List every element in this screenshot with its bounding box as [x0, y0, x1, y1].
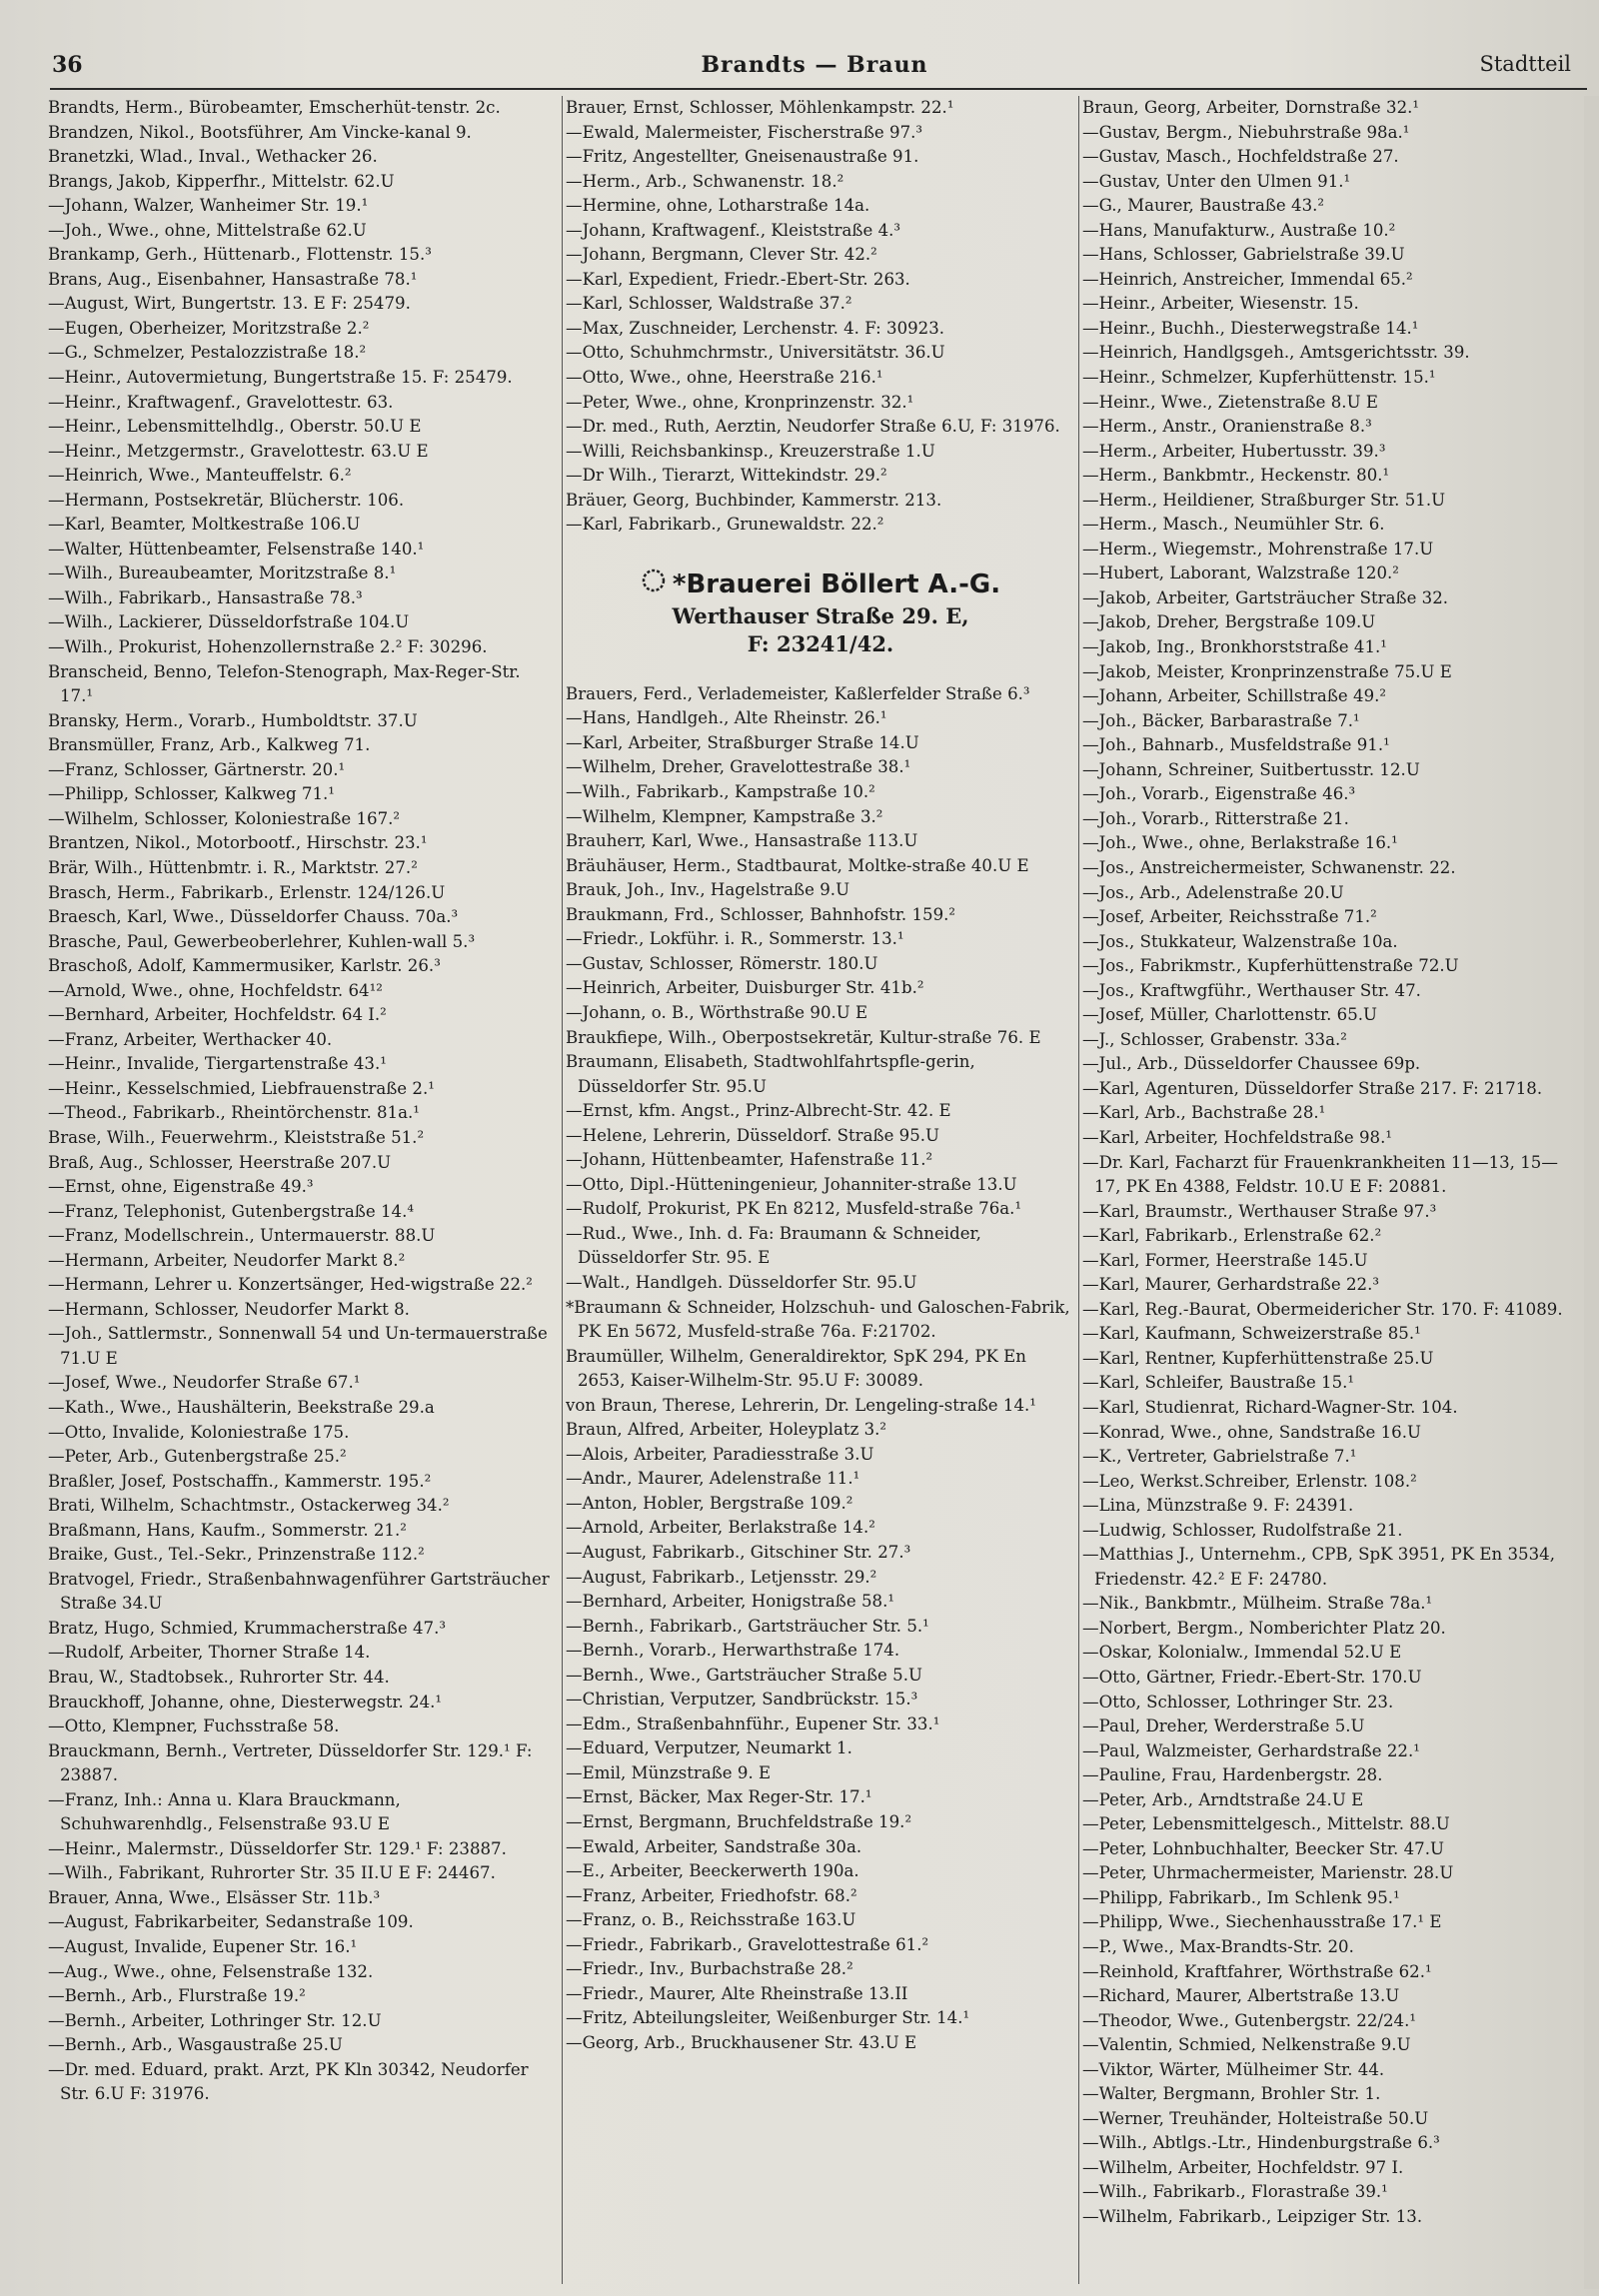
directory-entry: Bräuer, Georg, Buchbinder, Kammerstr. 213.	[566, 490, 942, 510]
column-divider	[1078, 96, 1079, 2284]
directory-entry: —Johann, Schreiner, Suitbertusstr. 12.U	[1082, 759, 1420, 779]
directory-entry: —Peter, Uhrmachermeister, Marienstr. 28.U	[1082, 1863, 1454, 1883]
directory-entry: —Eugen, Oberheizer, Moritzstraße 2.²	[48, 318, 370, 338]
directory-entry: —Johann, o. B., Wörthstraße 90.U E	[566, 1002, 868, 1022]
directory-entry: —Hermann, Schlosser, Neudorfer Markt 8.	[48, 1299, 410, 1319]
directory-entry: Branetzki, Wlad., Inval., Wethacker 26.	[48, 147, 378, 167]
directory-entry: —Peter, Wwe., ohne, Kronprinzenstr. 32.¹	[566, 392, 914, 412]
directory-entry: —Jos., Kraftwgführ., Werthauser Str. 47.	[1082, 980, 1421, 1000]
directory-entry: —Jul., Arb., Düsseldorfer Chaussee 69p.	[1082, 1054, 1421, 1074]
directory-entry: —Gustav, Masch., Hochfeldstraße 27.	[1082, 147, 1399, 167]
directory-entry: —Theod., Fabrikarb., Rheintörchenstr. 81a.¹	[48, 1103, 420, 1123]
directory-entry: —Max, Zuschneider, Lerchenstr. 4. F: 30923.	[566, 318, 945, 338]
directory-entry: —Arnold, Wwe., ohne, Hochfeldstr. 64¹²	[48, 980, 383, 1000]
directory-entry: Brase, Wilh., Feuerwehrm., Kleiststraße 51.²	[48, 1127, 425, 1147]
directory-entry: —Otto, Dipl.-Hütteningenieur, Johanniter-straße 13.U	[566, 1174, 1017, 1194]
directory-entry: —Herm., Anstr., Oranienstraße 8.³	[1082, 417, 1372, 437]
directory-entry: —Heinr., Autovermietung, Bungertstraße 15. F: 25479.	[48, 368, 513, 388]
directory-entry: —Otto, Gärtner, Friedr.-Ebert-Str. 170.U	[1082, 1668, 1422, 1687]
directory-entry: Braukfiepe, Wilh., Oberpostsekretär, Kultur-straße 76. E	[566, 1027, 1041, 1047]
directory-entry: —Karl, Schlosser, Waldstraße 37.²	[566, 294, 852, 314]
directory-entry: —Joh., Wwe., ohne, Mittelstraße 62.U	[48, 220, 367, 240]
directory-entry: —Heinr., Kesselschmied, Liebfrauenstraße 2.¹	[48, 1078, 435, 1098]
directory-entry: —Dr Wilh., Tierarzt, Wittekindstr. 29.²	[566, 466, 887, 486]
directory-entry: —August, Fabrikarb., Letjensstr. 29.²	[566, 1567, 877, 1587]
directory-entry: —Karl, Schleifer, Baustraße 15.¹	[1082, 1373, 1355, 1393]
directory-entry: —Walter, Hüttenbeamter, Felsenstraße 140.¹	[48, 539, 425, 559]
directory-entry: —Heinr., Buchh., Diesterwegstraße 14.¹	[1082, 318, 1419, 338]
directory-entry: Brauckhoff, Johanne, ohne, Diesterwegstr. 24.¹	[48, 1692, 443, 1712]
directory-entry: —Wilh., Lackierer, Düsseldorfstraße 104.U	[48, 612, 410, 632]
directory-entry: —Heinr., Schmelzer, Kupferhüttenstr. 15.¹	[1082, 368, 1436, 388]
section-label: Stadtteil	[1479, 52, 1571, 76]
directory-entry: —Bernhard, Arbeiter, Hochfeldstr. 64 I.²	[48, 1005, 387, 1025]
directory-entry: —Karl, Kaufmann, Schweizerstraße 85.¹	[1082, 1324, 1421, 1344]
directory-entry: —Hubert, Laborant, Walzstraße 120.²	[1082, 564, 1399, 583]
directory-entry: —J., Schlosser, Grabenstr. 33a.²	[1082, 1029, 1347, 1049]
directory-entry: —Karl, Arbeiter, Hochfeldstraße 98.¹	[1082, 1127, 1393, 1147]
directory-entry: Braesch, Karl, Wwe., Düsseldorfer Chauss. 70a.³	[48, 907, 459, 927]
directory-entry: —Edm., Straßenbahnführ., Eupener Str. 33.¹	[566, 1714, 940, 1733]
directory-entry: —Otto, Wwe., ohne, Heerstraße 216.¹	[566, 368, 883, 388]
advertiser-address: Werthauser Straße 29. E,	[672, 602, 969, 628]
directory-entry: —Werner, Treuhänder, Holteistraße 50.U	[1082, 2108, 1429, 2128]
directory-entry: —Willi, Reichsbankinsp., Kreuzerstraße 1.U	[566, 441, 935, 461]
directory-entry: —Franz, Arbeiter, Werthacker 40.	[48, 1029, 333, 1049]
directory-entry: —August, Fabrikarbeiter, Sedanstraße 109.	[48, 1912, 414, 1932]
directory-entry: Braumann, Elisabeth, Stadtwohlfahrtspfle-gerin, Düsseldorfer Str. 95.U	[566, 1052, 975, 1096]
directory-entry: —Otto, Schuhmchrmstr., Universitätstr. 36.U	[566, 343, 945, 363]
directory-entry: Braike, Gust., Tel.-Sekr., Prinzenstraße 112.²	[48, 1545, 425, 1565]
directory-entry: —Konrad, Wwe., ohne, Sandstraße 16.U	[1082, 1422, 1421, 1442]
directory-entry: —Wilhelm, Arbeiter, Hochfeldstr. 97 I.	[1082, 2157, 1404, 2177]
directory-entry: —Joh., Vorarb., Ritterstraße 21.	[1082, 808, 1349, 828]
directory-entry: —Jos., Arb., Adelenstraße 20.U	[1082, 882, 1344, 902]
directory-entry: —Peter, Lebensmittelgesch., Mittelstr. 88.U	[1082, 1814, 1450, 1834]
directory-entry: Bratz, Hugo, Schmied, Krummacherstraße 47.³	[48, 1618, 447, 1638]
directory-entry: —Heinrich, Wwe., Manteuffelstr. 6.²	[48, 466, 352, 486]
directory-entry: —Friedr., Lokführ. i. R., Sommerstr. 13.¹	[566, 929, 904, 949]
directory-entry: —Joh., Bäcker, Barbarastraße 7.¹	[1082, 710, 1360, 730]
column-1	[48, 96, 556, 2289]
directory-entry: —Heinr., Invalide, Tiergartenstraße 43.¹	[48, 1054, 387, 1074]
page-title: Brandts — Braun	[701, 52, 928, 78]
directory-entry: Brauer, Ernst, Schlosser, Möhlenkampstr. 22.¹	[566, 98, 954, 117]
directory-entry: —Gustav, Schlosser, Römerstr. 180.U	[566, 953, 878, 973]
directory-entry: *Braumann & Schneider, Holzschuh- und Galoschen-Fabrik, PK En 5672, Musfeld-straße 76a. F:21702.	[566, 1297, 1070, 1342]
directory-entry: —Philipp, Wwe., Siechenhausstraße 17.¹ E	[1082, 1912, 1442, 1932]
directory-entry: —Otto, Klempner, Fuchsstraße 58.	[48, 1717, 340, 1736]
directory-entry: Brasche, Paul, Gewerbeoberlehrer, Kuhlen-wall 5.³	[48, 931, 476, 951]
directory-entry: —Heinrich, Handlgsgeh., Amtsgerichtsstr. 39.	[1082, 343, 1470, 363]
directory-entry: —Philipp, Schlosser, Kalkweg 71.¹	[48, 784, 335, 804]
directory-entry: —Dr. Karl, Facharzt für Frauenkrankheiten 11—13, 15—17, PK En 4388, Feldstr. 10.U E F: 20881.	[1082, 1152, 1558, 1197]
directory-entry: —Peter, Arb., Gutenbergstraße 25.²	[48, 1447, 347, 1467]
directory-entry: —Heinr., Lebensmittelhdlg., Oberstr. 50.U E	[48, 417, 422, 437]
directory-entry: Brär, Wilh., Hüttenbmtr. i. R., Marktstr. 27.²	[48, 857, 418, 877]
directory-entry: —Bernh., Wwe., Gartsträucher Straße 5.U	[566, 1665, 922, 1685]
directory-entry: —Wilh., Fabrikarb., Kampstraße 10.²	[566, 782, 875, 802]
advertiser-name: *Brauerei Böllert A.-G.	[672, 569, 1001, 599]
directory-entry: —Heinr., Arbeiter, Wiesenstr. 15.	[1082, 294, 1359, 314]
directory-entry: Brau, W., Stadtobsek., Ruhrorter Str. 44.	[48, 1668, 390, 1687]
directory-entry: Braukmann, Frd., Schlosser, Bahnhofstr. 159.²	[566, 904, 956, 924]
directory-entry: Bräuhäuser, Herm., Stadtbaurat, Moltke-straße 40.U E	[566, 855, 1029, 875]
directory-entry: —Karl, Studienrat, Richard-Wagner-Str. 104.	[1082, 1397, 1458, 1417]
directory-entry: —Ewald, Malermeister, Fischerstraße 97.³	[566, 122, 923, 142]
directory-entry: —Paul, Walzmeister, Gerhardstraße 22.¹	[1082, 1740, 1420, 1760]
directory-entry: Braß, Aug., Schlosser, Heerstraße 207.U	[48, 1152, 392, 1172]
directory-entry: —E., Arbeiter, Beeckerwerth 190a.	[566, 1861, 859, 1881]
directory-entry: —Pauline, Frau, Hardenbergstr. 28.	[1082, 1765, 1383, 1785]
directory-entry: —Karl, Beamter, Moltkestraße 106.U	[48, 515, 361, 535]
directory-entry: Brantzen, Nikol., Motorbootf., Hirschstr. 23.¹	[48, 833, 428, 853]
directory-entry: —Bernh., Vorarb., Herwarthstraße 174.	[566, 1641, 900, 1661]
directory-entry: —Philipp, Fabrikarb., Im Schlenk 95.¹	[1082, 1887, 1400, 1907]
brewery-advertisement	[566, 568, 1075, 658]
directory-entry: —Georg, Arb., Bruckhausener Str. 43.U E	[566, 2032, 917, 2052]
directory-entry: —Johann, Hüttenbeamter, Hafenstraße 11.²	[566, 1150, 933, 1170]
directory-entry: —Walter, Bergmann, Brohler Str. 1.	[1082, 2084, 1381, 2104]
directory-entry: —Jakob, Dreher, Bergstraße 109.U	[1082, 612, 1376, 632]
directory-entry: —Wilh., Fabrikarb., Hansastraße 78.³	[48, 587, 363, 607]
directory-entry: —Norbert, Bergm., Nomberichter Platz 20.	[1082, 1618, 1446, 1638]
directory-entry: —Arnold, Arbeiter, Berlakstraße 14.²	[566, 1518, 875, 1538]
directory-entry: —Otto, Schlosser, Lothringer Str. 23.	[1082, 1692, 1394, 1712]
directory-entry: —Herm., Bankbmtr., Heckenstr. 80.¹	[1082, 466, 1390, 486]
directory-entry: Braumüller, Wilhelm, Generaldirektor, SpK 294, PK En 2653, Kaiser-Wilhelm-Str. 95.U F: 30089.	[566, 1346, 1026, 1391]
directory-entry: —Karl, Expedient, Friedr.-Ebert-Str. 263.	[566, 269, 910, 289]
directory-entry: —Gustav, Bergm., Niebuhrstraße 98a.¹	[1082, 122, 1410, 142]
directory-entry: —Franz, Modellschrein., Untermauerstr. 88.U	[48, 1226, 436, 1246]
directory-entry: —Oskar, Kolonialw., Immendal 52.U E	[1082, 1643, 1402, 1663]
directory-entry: Brauk, Joh., Inv., Hagelstraße 9.U	[566, 880, 850, 900]
directory-entry: —Ernst, Bergmann, Bruchfeldstraße 19.²	[566, 1812, 912, 1831]
directory-entry: Braun, Alfred, Arbeiter, Holeyplatz 3.²	[566, 1420, 887, 1440]
directory-entry: Braschoß, Adolf, Kammermusiker, Karlstr. 26.³	[48, 956, 441, 976]
directory-entry: —Alois, Arbeiter, Paradiesstraße 3.U	[566, 1444, 874, 1464]
directory-entry: —K., Vertreter, Gabrielstraße 7.¹	[1082, 1447, 1357, 1467]
directory-entry: —Joh., Wwe., ohne, Berlakstraße 16.¹	[1082, 833, 1398, 853]
directory-entry: —Joh., Vorarb., Eigenstraße 46.³	[1082, 784, 1356, 804]
directory-entry: —Johann, Walzer, Wanheimer Str. 19.¹	[48, 196, 369, 216]
directory-entry: —G., Schmelzer, Pestalozzistraße 18.²	[48, 343, 367, 363]
directory-entry: —Herm., Heildiener, Straßburger Str. 51.U	[1082, 490, 1446, 510]
directory-entry: —Emil, Münzstraße 9. E	[566, 1762, 772, 1782]
directory-entry: —Karl, Maurer, Gerhardstraße 22.³	[1082, 1275, 1380, 1295]
directory-entry: Braßler, Josef, Postschaffn., Kammerstr. 195.²	[48, 1471, 432, 1491]
directory-entry: —Wilhelm, Dreher, Gravelottestraße 38.¹	[566, 757, 911, 777]
column-3	[1082, 96, 1579, 2289]
column-2	[566, 96, 1075, 2289]
directory-entry: —Reinhold, Kraftfahrer, Wörthstraße 62.¹	[1082, 1961, 1432, 1981]
directory-entry: Brati, Wilhelm, Schachtmstr., Ostackerweg 34.²	[48, 1496, 450, 1516]
directory-entry: —Ernst, Bäcker, Max Reger-Str. 17.¹	[566, 1787, 872, 1807]
directory-entry: —Christian, Verputzer, Sandbrückstr. 15.³	[566, 1690, 918, 1710]
directory-entry: —Friedr., Inv., Burbachstraße 28.²	[566, 1959, 853, 1979]
directory-entry: —Franz, o. B., Reichsstraße 163.U	[566, 1910, 856, 1930]
directory-entry: —P., Wwe., Max-Brandts-Str. 20.	[1082, 1937, 1354, 1957]
directory-entry: —Gustav, Unter den Ulmen 91.¹	[1082, 171, 1351, 191]
directory-entry: —Karl, Arb., Bachstraße 28.¹	[1082, 1103, 1326, 1123]
directory-entry: —Fritz, Abteilungsleiter, Weißenburger Str. 14.¹	[566, 2008, 970, 2028]
directory-entry: —Hermann, Lehrer u. Konzertsänger, Hed-wigstraße 22.²	[48, 1275, 533, 1295]
directory-entry: —Andr., Maurer, Adelenstraße 11.¹	[566, 1469, 860, 1489]
directory-entry: Brans, Aug., Eisenbahner, Hansastraße 78.¹	[48, 269, 418, 289]
directory-entry: —Eduard, Verputzer, Neumarkt 1.	[566, 1738, 852, 1758]
directory-entry: —Ludwig, Schlosser, Rudolfstraße 21.	[1082, 1520, 1403, 1540]
directory-entry: —Friedr., Fabrikarb., Gravelottestraße 61.²	[566, 1934, 929, 1954]
directory-entry: —Ewald, Arbeiter, Sandstraße 30a.	[566, 1836, 862, 1856]
directory-entry: —Peter, Arb., Arndtstraße 24.U E	[1082, 1789, 1364, 1809]
directory-entry: —Johann, Arbeiter, Schillstraße 49.²	[1082, 686, 1387, 706]
directory-entry: —Hermann, Postsekretär, Blücherstr. 106.	[48, 490, 405, 510]
directory-entry: —Richard, Maurer, Albertstraße 13.U	[1082, 1986, 1400, 2006]
directory-entry: Brasch, Herm., Fabrikarb., Erlenstr. 124/126.U	[48, 882, 446, 902]
directory-entry: —August, Fabrikarb., Gitschiner Str. 27.³	[566, 1542, 911, 1562]
directory-entry: —Nik., Bankbmtr., Mülheim. Straße 78a.¹	[1082, 1594, 1433, 1614]
directory-entry: —Jakob, Meister, Kronprinzenstraße 75.U E	[1082, 661, 1452, 681]
directory-entry: Brauherr, Karl, Wwe., Hansastraße 113.U	[566, 831, 918, 851]
directory-entry: —Hermann, Arbeiter, Neudorfer Markt 8.²	[48, 1250, 406, 1270]
directory-entry: —Ernst, kfm. Angst., Prinz-Albrecht-Str. 42. E	[566, 1101, 951, 1121]
directory-entry: —Josef, Arbeiter, Reichsstraße 71.²	[1082, 907, 1377, 927]
directory-entry: —Viktor, Wärter, Mülheimer Str. 44.	[1082, 2059, 1385, 2079]
directory-entry: —Peter, Lohnbuchhalter, Beecker Str. 47.U	[1082, 1838, 1444, 1858]
directory-entry: —Franz, Arbeiter, Friedhofstr. 68.²	[566, 1885, 857, 1905]
directory-entry: —Josef, Müller, Charlottenstr. 65.U	[1082, 1005, 1378, 1025]
directory-entry: Brankamp, Gerh., Hüttenarb., Flottenstr. 15.³	[48, 245, 432, 265]
directory-entry: —Rud., Wwe., Inh. d. Fa: Braumann & Schneider, Düsseldorfer Str. 95. E	[566, 1223, 981, 1268]
directory-entry: —G., Maurer, Baustraße 43.²	[1082, 196, 1325, 216]
directory-entry: Brauers, Ferd., Verlademeister, Kaßlerfelder Straße 6.³	[566, 683, 1030, 703]
directory-entry: —Helene, Lehrerin, Düsseldorf. Straße 95.U	[566, 1125, 940, 1145]
directory-entry: —Dr. med., Ruth, Aerztin, Neudorfer Straße 6.U, F: 31976.	[566, 417, 1060, 437]
directory-entry: —Karl, Fabrikarb., Erlenstraße 62.²	[1082, 1226, 1382, 1246]
column-divider	[562, 96, 563, 2284]
page-header	[50, 52, 1579, 86]
directory-entry: —Johann, Bergmann, Clever Str. 42.²	[566, 245, 877, 265]
directory-entry: —Karl, Braumstr., Werthauser Straße 97.³	[1082, 1201, 1437, 1221]
directory-entry: —Joh., Bahnarb., Musfeldstraße 91.¹	[1082, 735, 1390, 755]
directory-entry: —Wilh., Bureaubeamter, Moritzstraße 8.¹	[48, 564, 397, 583]
directory-entry: —Heinrich, Arbeiter, Duisburger Str. 41b.²	[566, 978, 924, 998]
directory-entry: —Jos., Fabrikmstr., Kupferhüttenstraße 72.U	[1082, 956, 1459, 976]
directory-entry: —Johann, Kraftwagenf., Kleiststraße 4.³	[566, 220, 901, 240]
directory-entry: —Kath., Wwe., Haushälterin, Beekstraße 29.a	[48, 1397, 435, 1417]
directory-entry: —Karl, Agenturen, Düsseldorfer Straße 217. F: 21718.	[1082, 1078, 1543, 1098]
directory-entry: —Matthias J., Unternehm., CPB, SpK 3951, PK En 3534, Friedenstr. 42.² E F: 24780.	[1082, 1545, 1555, 1589]
directory-entry: —Rudolf, Arbeiter, Thorner Straße 14.	[48, 1643, 371, 1663]
directory-entry: —Wilh., Fabrikant, Ruhrorter Str. 35 II.U E F: 24467.	[48, 1863, 496, 1883]
directory-entry: —Karl, Fabrikarb., Grunewaldstr. 22.²	[566, 515, 884, 535]
directory-entry: —Jakob, Arbeiter, Gartsträucher Straße 32.	[1082, 587, 1449, 607]
directory-entry: —Franz, Inh.: Anna u. Klara Brauckmann, Schuhwarenhdlg., Felsenstraße 93.U E	[48, 1789, 401, 1834]
directory-entry: Brangs, Jakob, Kipperfhr., Mittelstr. 62.U	[48, 171, 395, 191]
directory-entry: —Jakob, Ing., Bronkhorststraße 41.¹	[1082, 637, 1387, 657]
directory-entry: —Heinr., Wwe., Zietenstraße 8.U E	[1082, 392, 1378, 412]
directory-entry: —Ernst, ohne, Eigenstraße 49.³	[48, 1177, 314, 1197]
directory-entry: —Joh., Sattlermstr., Sonnenwall 54 und Un-termauerstraße 71.U E	[48, 1324, 548, 1368]
directory-entry: —Wilh., Abtlgs.-Ltr., Hindenburgstraße 6.³	[1082, 2133, 1440, 2153]
directory-entry: Brandzen, Nikol., Bootsführer, Am Vincke-kanal 9.	[48, 122, 472, 142]
directory-entry: —Fritz, Angestellter, Gneisenaustraße 91.	[566, 147, 919, 167]
directory-entry: Brauer, Anna, Wwe., Elsässer Str. 11b.³	[48, 1887, 381, 1907]
directory-entry: —Otto, Invalide, Koloniestraße 175.	[48, 1422, 350, 1442]
directory-entry: Brauckmann, Bernh., Vertreter, Düsseldorfer Str. 129.¹ F: 23887.	[48, 1740, 533, 1785]
directory-entry: —Josef, Wwe., Neudorfer Straße 67.¹	[48, 1373, 361, 1393]
directory-entry: —Wilhelm, Schlosser, Koloniestraße 167.²	[48, 808, 401, 828]
directory-entry: —Bernh., Arb., Flurstraße 19.²	[48, 1986, 306, 2006]
directory-entry: —Aug., Wwe., ohne, Felsenstraße 132.	[48, 1961, 374, 1981]
directory-entry: —Herm., Masch., Neumühler Str. 6.	[1082, 515, 1385, 535]
directory-entry: —Bernhard, Arbeiter, Honigstraße 58.¹	[566, 1592, 895, 1612]
directory-entry: —Karl, Former, Heerstraße 145.U	[1082, 1250, 1368, 1270]
directory-entry: Bransmüller, Franz, Arb., Kalkweg 71.	[48, 735, 371, 755]
page-number: 36	[52, 52, 83, 78]
directory-entry: —Hermine, ohne, Lotharstraße 14a.	[566, 196, 870, 216]
directory-entry: Braun, Georg, Arbeiter, Dornstraße 32.¹	[1082, 98, 1420, 117]
directory-entry: —Heinrich, Anstreicher, Immendal 65.²	[1082, 269, 1413, 289]
directory-entry: —Leo, Werkst.Schreiber, Erlenstr. 108.²	[1082, 1471, 1417, 1491]
directory-entry: —Jos., Anstreichermeister, Schwanenstr. 22.	[1082, 857, 1456, 877]
directory-entry: —Heinr., Metzgermstr., Gravelottestr. 63.U E	[48, 441, 429, 461]
directory-entry: Brandts, Herm., Bürobeamter, Emscherhüt-tenstr. 2c.	[48, 98, 501, 117]
directory-entry: —August, Wirt, Bungertstr. 13. E F: 25479.	[48, 294, 411, 314]
directory-entry: —Herm., Arbeiter, Hubertusstr. 39.³	[1082, 441, 1386, 461]
directory-entry: —Hans, Handlgeh., Alte Rheinstr. 26.¹	[566, 708, 887, 728]
wreath-logo-icon	[641, 568, 667, 602]
directory-entry: —Lina, Münzstraße 9. F: 24391.	[1082, 1496, 1354, 1516]
directory-entry: —Valentin, Schmied, Nelkenstraße 9.U	[1082, 2035, 1411, 2055]
directory-entry: —Dr. med. Eduard, prakt. Arzt, PK Kln 30342, Neudorfer Str. 6.U F: 31976.	[48, 2059, 529, 2104]
directory-entry: —Franz, Schlosser, Gärtnerstr. 20.¹	[48, 759, 346, 779]
directory-entry: —Wilh., Prokurist, Hohenzollernstraße 2.² F: 30296.	[48, 637, 488, 657]
header-rule	[50, 88, 1587, 90]
directory-entry: von Braun, Therese, Lehrerin, Dr. Lengeling-straße 14.¹	[566, 1395, 1036, 1415]
directory-entry: —Heinr., Malermstr., Düsseldorfer Str. 129.¹ F: 23887.	[48, 1838, 507, 1858]
directory-entry: —Jos., Stukkateur, Walzenstraße 10a.	[1082, 931, 1398, 951]
directory-entry: —Karl, Reg.-Baurat, Obermeidericher Str. 170. F: 41089.	[1082, 1299, 1563, 1319]
directory-entry: Braßmann, Hans, Kaufm., Sommerstr. 21.²	[48, 1520, 407, 1540]
directory-entry: —Theodor, Wwe., Gutenbergstr. 22/24.¹	[1082, 2010, 1417, 2030]
directory-entry: —Wilh., Fabrikarb., Florastraße 39.¹	[1082, 2182, 1388, 2202]
directory-entry: Bratvogel, Friedr., Straßenbahnwagenführer Gartsträucher Straße 34.U	[48, 1569, 550, 1614]
directory-entry: Branscheid, Benno, Telefon-Stenograph, Max-Reger-Str. 17.¹	[48, 661, 521, 706]
directory-entry: —Rudolf, Prokurist, PK En 8212, Musfeld-straße 76a.¹	[566, 1199, 1022, 1219]
directory-entry: —August, Invalide, Eupener Str. 16.¹	[48, 1937, 358, 1957]
directory-entry: —Karl, Rentner, Kupferhüttenstraße 25.U	[1082, 1348, 1434, 1368]
directory-entry: —Herm., Arb., Schwanenstr. 18.²	[566, 171, 844, 191]
page-edge	[1584, 96, 1599, 2289]
directory-entry: —Walt., Handlgeh. Düsseldorfer Str. 95.U	[566, 1272, 917, 1292]
directory-entry: —Anton, Hobler, Bergstraße 109.²	[566, 1493, 853, 1513]
directory-entry: —Paul, Dreher, Werderstraße 5.U	[1082, 1717, 1365, 1736]
directory-entry: Bransky, Herm., Vorarb., Humboldtstr. 37.U	[48, 710, 418, 730]
directory-entry: —Wilhelm, Klempner, Kampstraße 3.²	[566, 806, 883, 826]
directory-entry: —Hans, Schlosser, Gabrielstraße 39.U	[1082, 245, 1405, 265]
advertiser-phone: F: 23241/42.	[747, 630, 894, 656]
directory-entry: —Friedr., Maurer, Alte Rheinstraße 13.II	[566, 1983, 908, 2003]
directory-entry: —Bernh., Arbeiter, Lothringer Str. 12.U	[48, 2010, 382, 2030]
directory-entry: —Karl, Arbeiter, Straßburger Straße 14.U	[566, 732, 919, 752]
directory-entry: —Heinr., Kraftwagenf., Gravelottestr. 63.	[48, 392, 394, 412]
directory-entry: —Herm., Wiegemstr., Mohrenstraße 17.U	[1082, 539, 1434, 559]
directory-entry: —Bernh., Fabrikarb., Gartsträucher Str. 5.¹	[566, 1616, 929, 1636]
directory-entry: —Bernh., Arb., Wasgaustraße 25.U	[48, 2035, 343, 2055]
directory-entry: —Wilhelm, Fabrikarb., Leipziger Str. 13.	[1082, 2207, 1423, 2227]
directory-entry: —Franz, Telephonist, Gutenbergstraße 14.⁴	[48, 1201, 415, 1221]
directory-entry: —Hans, Manufakturw., Austraße 10.²	[1082, 220, 1396, 240]
